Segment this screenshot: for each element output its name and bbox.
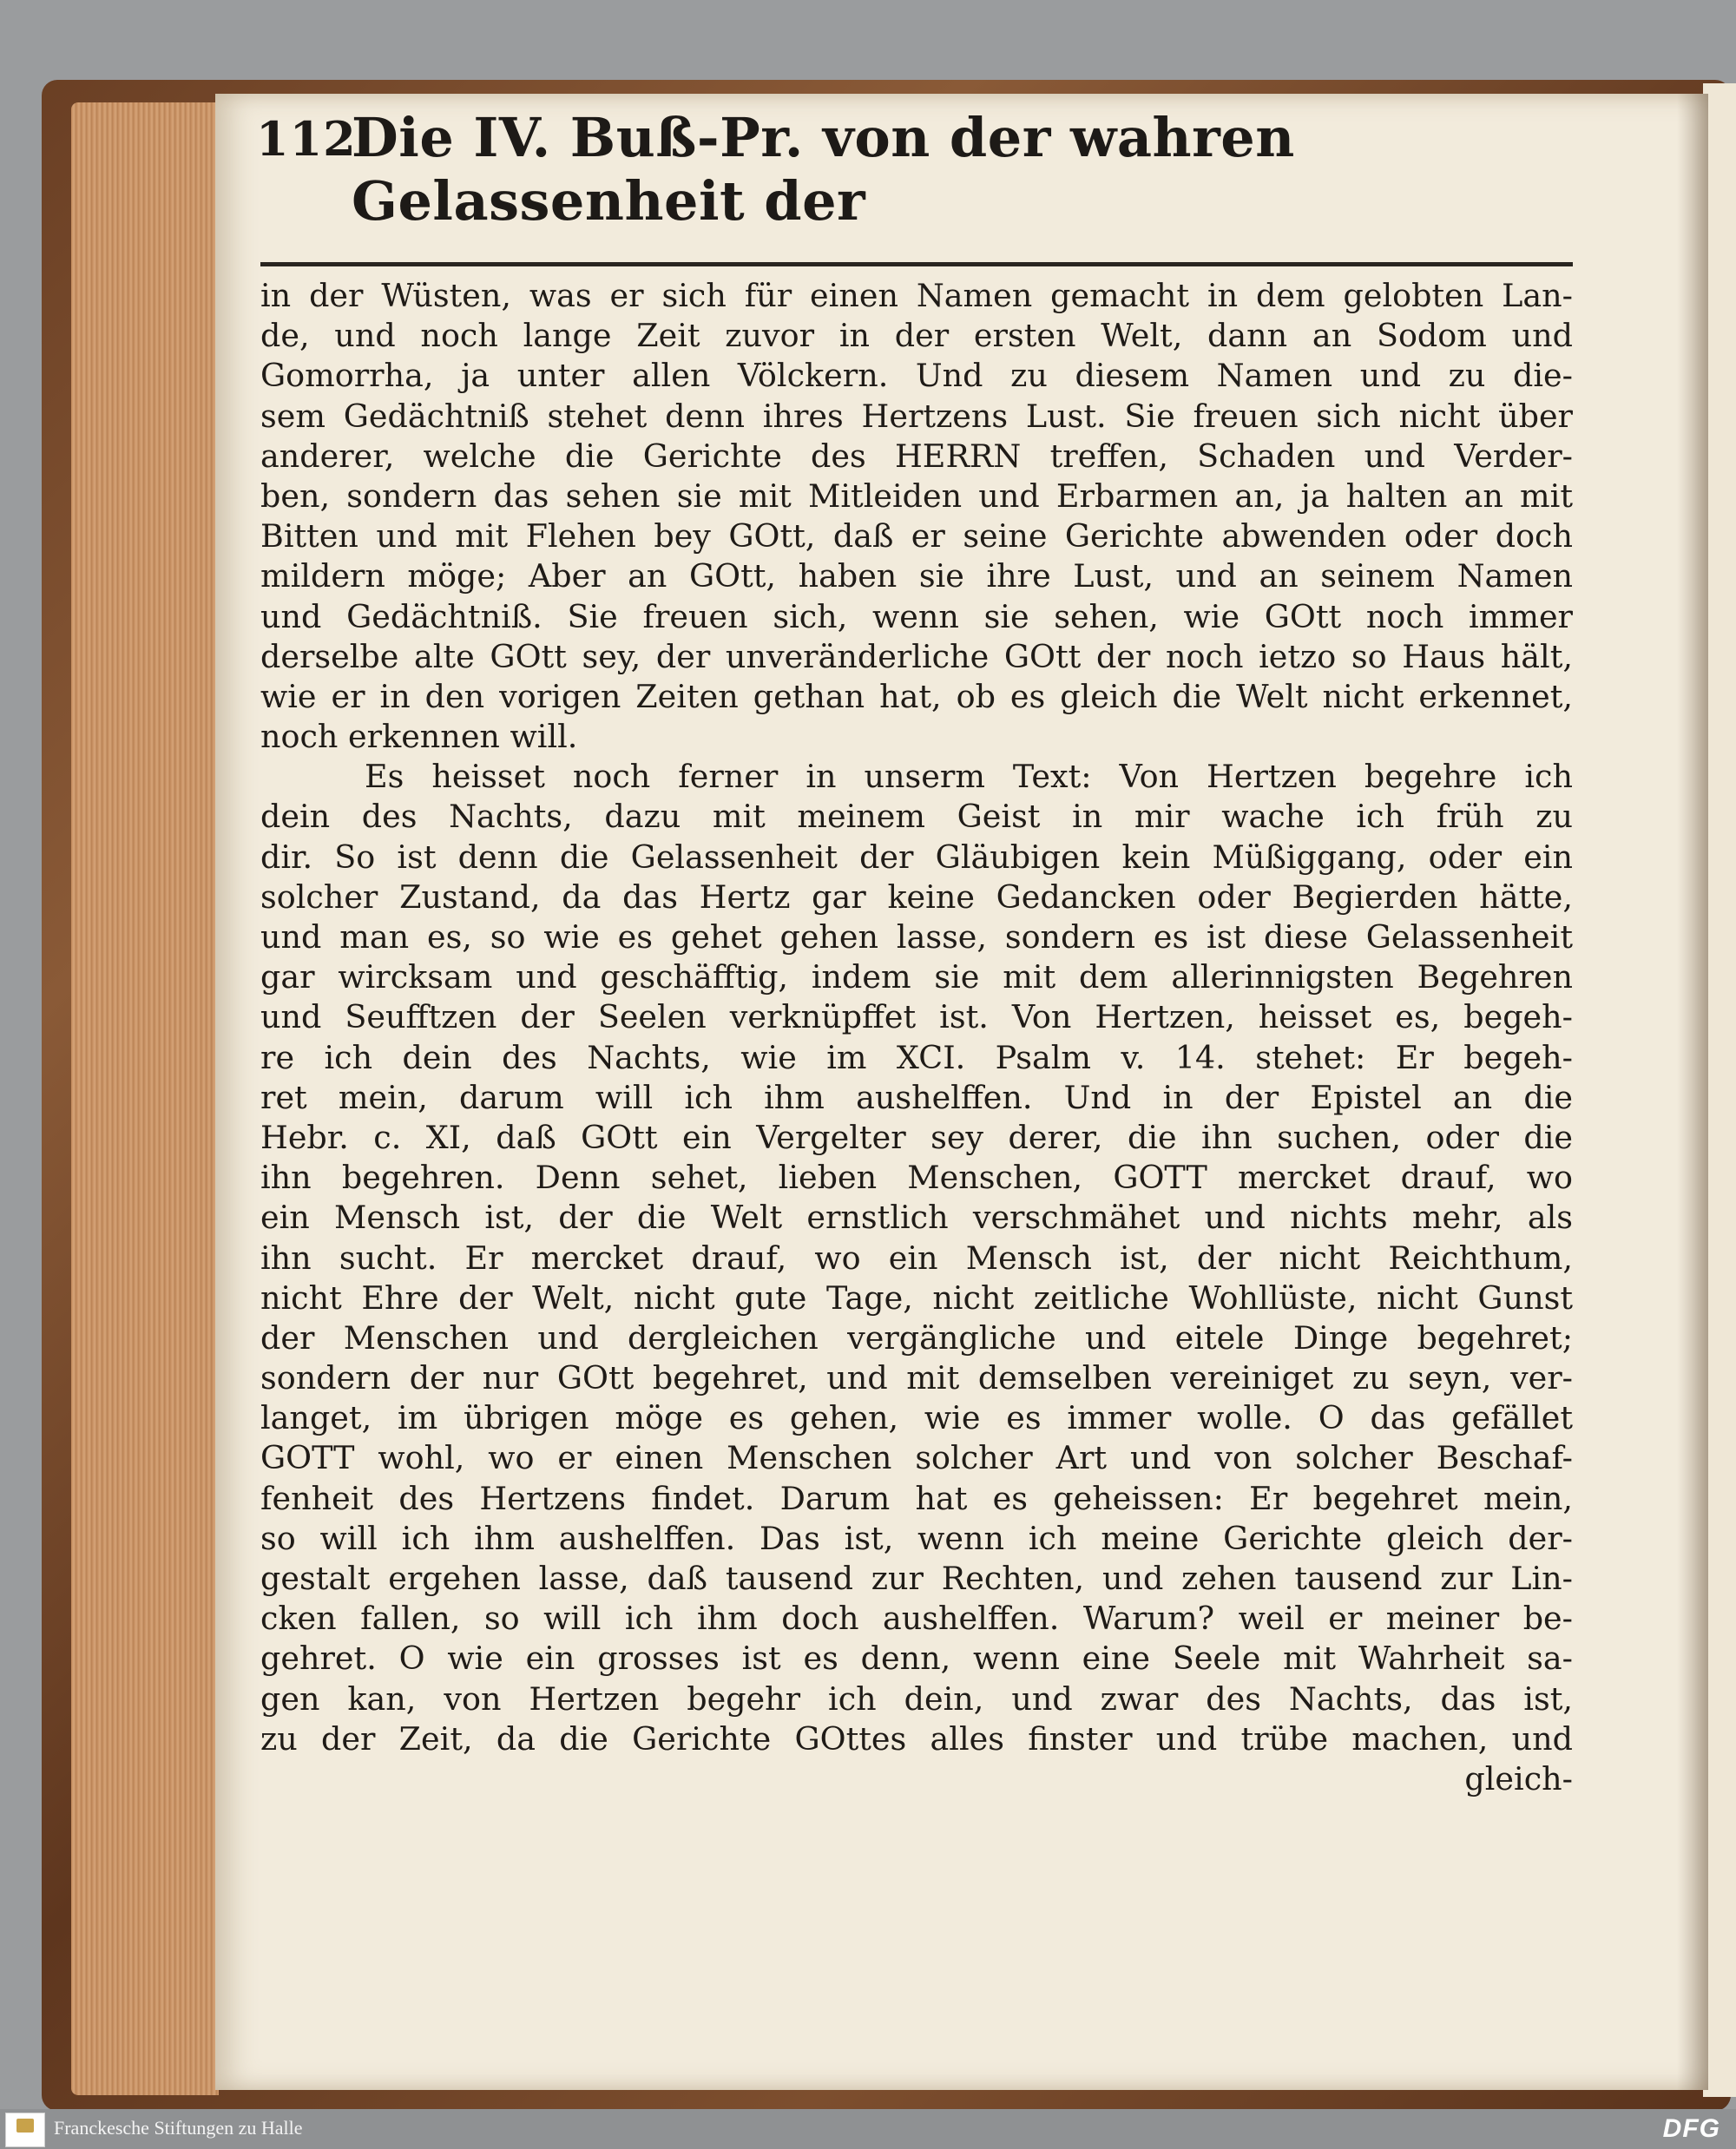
text-line: mildern möge; Aber an GOtt, haben sie ihre Lust, und an seinem Namen (260, 557, 1573, 595)
text-line: und Gedächtniß. Sie freuen sich, wenn sie sehen, wie GOtt noch immer (260, 597, 1573, 635)
running-title: Die IV. Buß-Pr. von der wahren Gelassenheit der (352, 106, 1295, 233)
text-line: gen kan, von Hertzen begehr ich dein, und zwar des Nachts, das ist, (260, 1679, 1573, 1718)
text-line: cken fallen, so will ich ihm doch aushelffen. Warum? weil er meiner be- (260, 1600, 1573, 1638)
page-gutter (1677, 94, 1708, 2090)
text-line: Bitten und mit Flehen bey GOtt, daß er seine Gerichte abwenden oder doch (260, 517, 1573, 555)
text-line: nicht Ehre der Welt, nicht gute Tage, nicht zeitliche Wohllüste, nicht Gunst (260, 1278, 1573, 1317)
text-line: fenheit des Hertzens findet. Darum hat es geheissen: Er begehret mein, (260, 1479, 1573, 1517)
text-line: derselbe alte GOtt sey, der unveränderliche GOtt der noch ietzo so Haus hält, (260, 637, 1573, 675)
text-line: gestalt ergehen lasse, daß tausend zur Rechten, und zehen tausend zur Lin- (260, 1560, 1573, 1597)
catchword: gleich- (1464, 1759, 1573, 1797)
text-line: langet, im übrigen möge es gehen, wie es immer wolle. O das gefället (260, 1399, 1573, 1437)
text-line: noch erkennen will. (260, 718, 578, 756)
text-line: ret mein, darum will ich ihm aushelffen. Und in der Epistel an die (260, 1078, 1573, 1116)
text-line: und man es, so wie es gehet gehen lasse, sondern es ist diese Gelassenheit (260, 918, 1573, 956)
page-number: 112 (256, 111, 357, 167)
institution-logo-icon[interactable] (5, 2113, 45, 2147)
page-edges (71, 102, 219, 2095)
text-line: ihn begehren. Denn sehet, lieben Menschen, GOTT mercket drauf, wo (260, 1159, 1573, 1197)
text-line: gehret. O wie ein grosses ist es denn, wenn eine Seele mit Wahrheit sa- (260, 1640, 1573, 1678)
text-line: in der Wüsten, was er sich für einen Namen gemacht in dem gelobten Lan- (260, 277, 1573, 314)
viewer-footer (0, 2109, 1736, 2149)
text-line: Gomorrha, ja unter allen Völckern. Und zu diesem Namen und zu die- (260, 357, 1573, 395)
header-rule (260, 262, 1573, 266)
text-line: ben, sondern das sehen sie mit Mitleiden und Erbarmen an, ja halten an mit (260, 476, 1573, 515)
institution-name[interactable]: Franckesche Stiftungen zu Halle (54, 2117, 303, 2139)
text-line: dein des Nachts, dazu mit meinem Geist in mir wache ich früh zu (260, 798, 1573, 836)
text-line: dir. So ist denn die Gelassenheit der Gläubigen kein Müßiggang, oder ein (260, 838, 1573, 876)
text-line: und Seufftzen der Seelen verknüpffet ist. Von Hertzen, heisset es, begeh- (260, 998, 1573, 1036)
text-line: sondern der nur GOtt begehret, und mit demselben vereiniget zu seyn, ver- (260, 1359, 1573, 1397)
paragraph-start-line: Es heisset noch ferner in unserm Text: Von Hertzen begehre ich (365, 758, 1573, 796)
text-line: ein Mensch ist, der die Welt ernstlich verschmähet und nichts mehr, als (260, 1199, 1573, 1237)
text-line: der Menschen und dergleichen vergängliche und eitele Dinge begehret; (260, 1318, 1573, 1357)
text-line: gar wircksam und geschäfftig, indem sie mit dem allerinnigsten Begehren (260, 958, 1573, 996)
page-header (256, 94, 1558, 233)
text-line: anderer, welche die Gerichte des HERRN treffen, Schaden und Verder- (260, 437, 1573, 475)
dfg-logo[interactable]: DFG (1662, 2114, 1720, 2143)
text-line: solcher Zustand, da das Hertz gar keine Gedancken oder Begierden hätte, (260, 877, 1573, 916)
text-line: de, und noch lange Zeit zuvor in der ersten Welt, dann an Sodom und (260, 317, 1573, 355)
text-line: Hebr. c. XI, daß GOtt ein Vergelter sey derer, die ihn suchen, oder die (260, 1118, 1573, 1156)
text-line: sem Gedächtniß stehet denn ihres Hertzens Lust. Sie freuen sich nicht über (260, 397, 1573, 435)
text-line: GOTT wohl, wo er einen Menschen solcher Art und von solcher Beschaf- (260, 1439, 1573, 1477)
body-text (260, 276, 1573, 1799)
text-line: re ich dein des Nachts, wie im XCI. Psalm v. 14. stehet: Er begeh- (260, 1038, 1573, 1076)
text-line: so will ich ihm aushelffen. Das ist, wenn ich meine Gerichte gleich der- (260, 1519, 1573, 1557)
text-line: zu der Zeit, da die Gerichte GOttes alles finster und trübe machen, und (260, 1719, 1573, 1758)
text-line: wie er in den vorigen Zeiten gethan hat, ob es gleich die Welt nicht erkennet, (260, 677, 1573, 715)
text-line: ihn sucht. Er mercket drauf, wo ein Mensch ist, der nicht Reichthum, (260, 1239, 1573, 1277)
